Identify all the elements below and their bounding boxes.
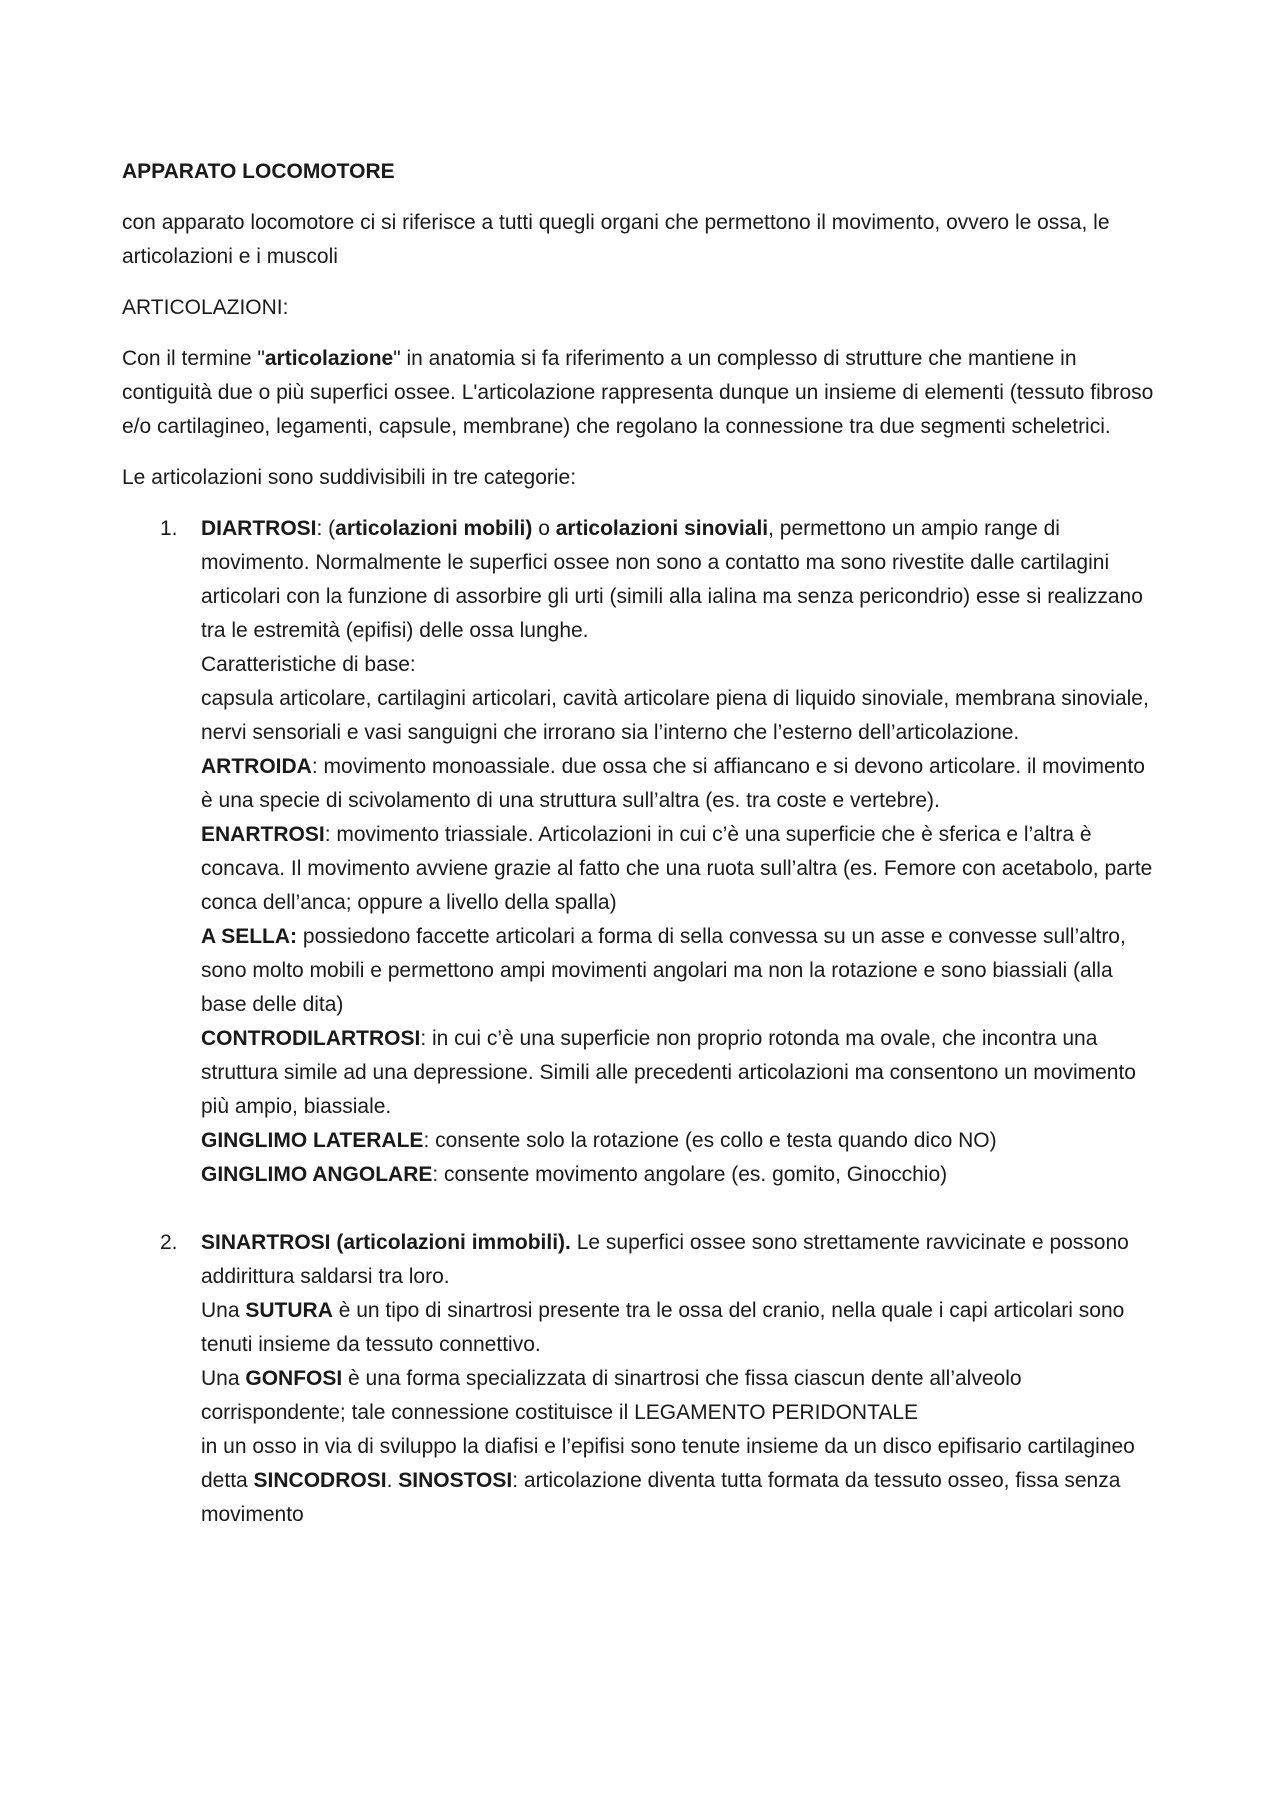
type-a-sella (201, 920, 1162, 1022)
list-item-diartrosi (122, 512, 1162, 1192)
document-page (122, 155, 1162, 1532)
categories-list (122, 512, 1162, 1532)
term-sincodrosi: SINCODROSI (253, 1469, 387, 1492)
type-controdilartrosi (201, 1022, 1162, 1124)
text: : movimento monoassiale. due ossa che si affiancano e si devono articolare. il movimento è una specie di scivolamento di una struttura sull’altra (es. tra coste e vertebre). (201, 755, 1145, 812)
term-sinostosi: SINOSTOSI (398, 1469, 513, 1492)
diartrosi-description (201, 512, 1162, 648)
text: , permettono un ampio range di movimento. Normalmente le superfici ossee non sono a contatto ma sono rivestite dalle cartilagini articolari con la funzione di assorbire gli urti (simili alla ialina ma senza pericondrio) esse si realizzano tra le estremità (epifisi) delle ossa lunghe. (201, 517, 1143, 642)
text: Una (201, 1299, 246, 1322)
text: in un osso in via di sviluppo la diafisi e l’epifisi sono tenute insieme da un disco epifisario cartilagineo detta (201, 1435, 1135, 1492)
text: Una (201, 1367, 246, 1390)
section-heading: ARTICOLAZIONI: (122, 296, 289, 319)
term-sutura: SUTURA (245, 1299, 333, 1322)
sutura-text (201, 1294, 1162, 1362)
term: GINGLIMO ANGOLARE (201, 1163, 433, 1186)
text: Le superfici ossee sono strettamente ravvicinate e possono addirittura saldarsi tra loro. (201, 1231, 1129, 1288)
list-number: 2. (160, 1231, 178, 1254)
text: o (532, 517, 556, 540)
term: A SELLA: (201, 925, 298, 948)
definition-term: articolazione (264, 347, 394, 370)
text: è una forma specializzata di sinartrosi che fissa ciascun dente all’alveolo corrispondente; tale connessione costituisce il LEGAMENTO PERIDONTALE (201, 1367, 1022, 1424)
term: ENARTROSI (201, 823, 325, 846)
definition-text: " in anatomia si fa riferimento a un complesso di strutture che mantiene in contiguità due o più superfici ossee. L'articolazione rappresenta dunque un insieme di elementi (tessuto fibroso e/o cartilagineo, legamenti, capsule, membrane) che regolano la connessione tra due segmenti scheletrici. (122, 347, 1154, 438)
type-artroida (201, 750, 1162, 818)
text: è un tipo di sinartrosi presente tra le ossa del cranio, nella quale i capi articolari sono tenuti insieme da tessuto connettivo. (201, 1299, 1125, 1356)
sincodrosi-text (201, 1430, 1162, 1532)
term-sinartrosi: SINARTROSI (articolazioni immobili). (201, 1231, 571, 1254)
term-articolazioni-mobili: articolazioni mobili) (335, 517, 533, 540)
term-articolazioni-sinoviali: articolazioni sinoviali (555, 517, 769, 540)
text: . (386, 1469, 399, 1492)
intro-paragraph: con apparato locomotore ci si riferisce a tutti quegli organi che permettono il movimento, ovvero le ossa, le articolazioni e i muscoli (122, 211, 1110, 268)
text: : consente movimento angolare (es. gomito, Ginocchio) (432, 1163, 948, 1186)
type-enartrosi (201, 818, 1162, 920)
list-number: 1. (160, 517, 178, 540)
type-ginglimo-laterale (201, 1124, 1162, 1158)
definition-text: Con il termine " (122, 347, 265, 370)
definition-paragraph (122, 342, 1162, 444)
text: : consente solo la rotazione (es collo e testa quando dico NO) (423, 1129, 997, 1152)
text: : movimento triassiale. Articolazioni in cui c’è una superficie che è sferica e l’altra è concava. Il movimento avviene grazie al fatto che una ruota sull’altra (es. Femore con acetabolo, parte conca dell’anca; oppure a livello della spalla) (201, 823, 1153, 914)
text: : in cui c’è una superficie non proprio rotonda ma ovale, che incontra una struttura simile ad una depressione. Simili alle precedenti articolazioni ma consentono un movimento più ampio, biassiale. (201, 1027, 1136, 1118)
term: CONTRODILARTROSI (201, 1027, 421, 1050)
term-gonfosi: GONFOSI (245, 1367, 343, 1390)
text: : articolazione diventa tutta formata da tessuto osseo, fissa senza movimento (201, 1469, 1121, 1526)
features-text: capsula articolare, cartilagini articolari, cavità articolare piena di liquido sinoviale, membrana sinoviale, nervi sensoriali e vasi sanguigni che irrorano sia l’interno che l’esterno dell’articolazione. (201, 687, 1149, 744)
term-diartrosi: DIARTROSI (201, 517, 317, 540)
gonfosi-text (201, 1362, 1162, 1430)
term: GINGLIMO LATERALE (201, 1129, 424, 1152)
sinartrosi-description (201, 1226, 1162, 1294)
text: possiedono faccette articolari a forma di sella convessa su un asse e convesse sull’altro, sono molto mobili e permettono ampi movimenti angolari ma non la rotazione e sono biassiali (alla base delle dita) (201, 925, 1126, 1016)
features-label: Caratteristiche di base: (201, 653, 416, 676)
text: : ( (316, 517, 336, 540)
categories-intro: Le articolazioni sono suddivisibili in tre categorie: (122, 466, 577, 489)
term: ARTROIDA (201, 755, 312, 778)
type-ginglimo-angolare (201, 1158, 1162, 1192)
list-item-sinartrosi (122, 1226, 1162, 1532)
document-title: APPARATO LOCOMOTORE (122, 160, 395, 183)
